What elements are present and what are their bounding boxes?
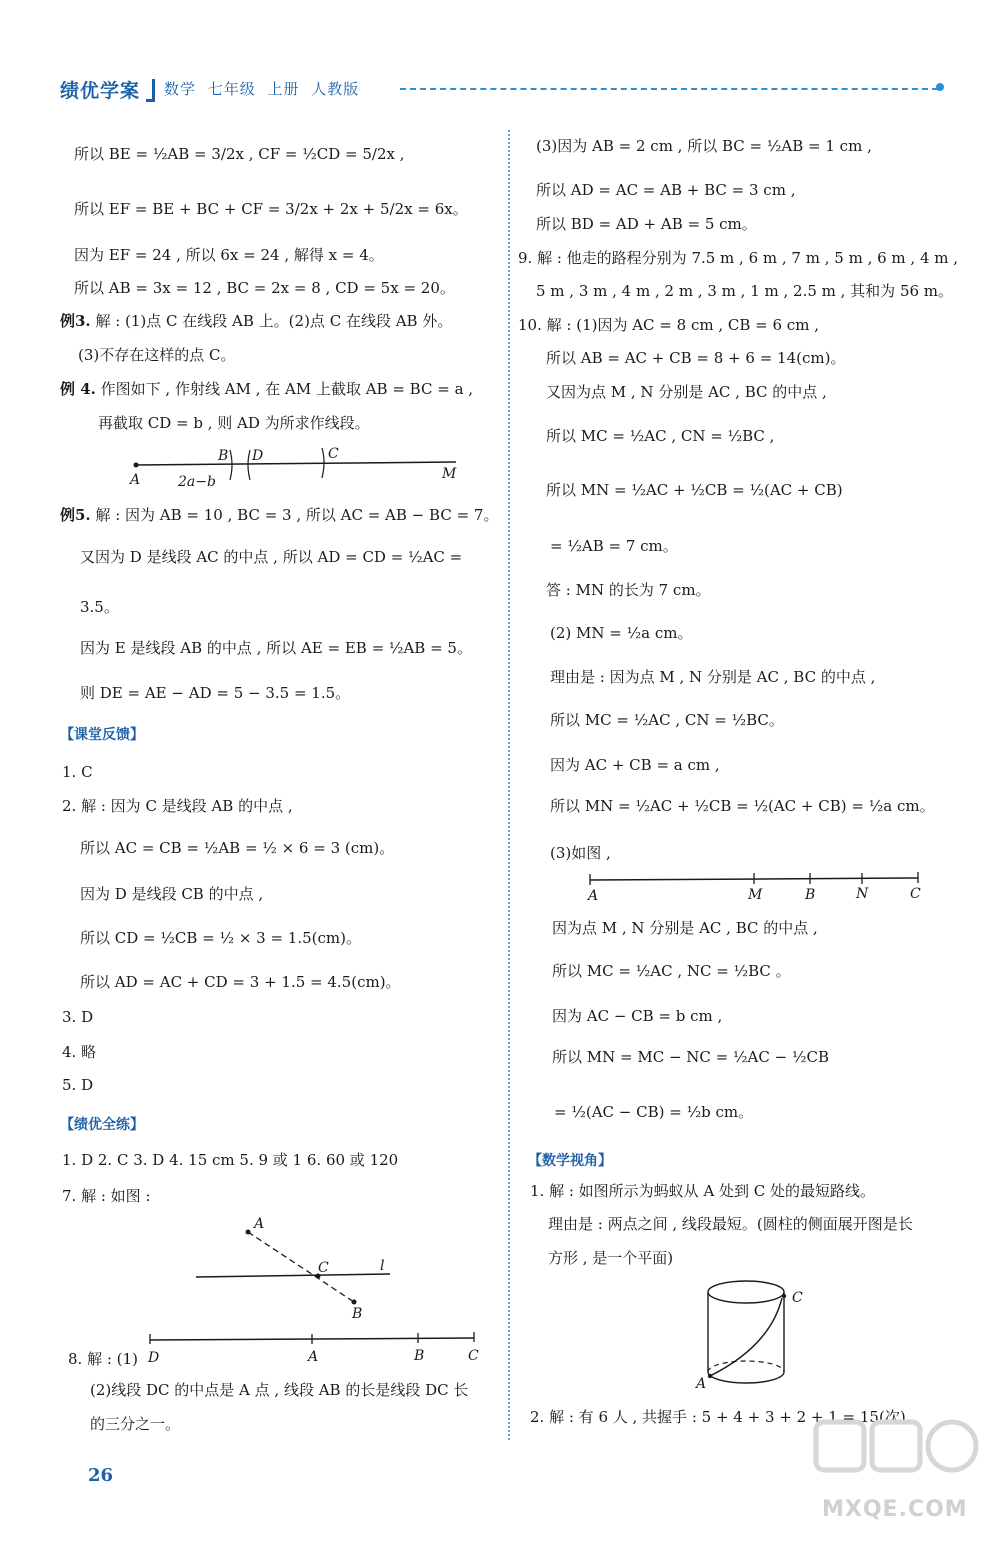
- text-line: 又因为点 M , N 分别是 AC , BC 的中点 ,: [546, 383, 827, 401]
- fig-label-2a-b: 2a−b: [178, 474, 216, 490]
- text-line: 7. 解 : 如图 :: [62, 1187, 151, 1205]
- section-practice-title: 【绩优全练】: [60, 1117, 144, 1133]
- example-3-line-1: [60, 311, 452, 331]
- fig-label-m: M: [748, 887, 763, 903]
- example-5-label: 例5.: [60, 506, 91, 524]
- text-line: (3)因为 AB = 2 cm , 所以 BC = ½AB = 1 cm ,: [536, 137, 872, 155]
- fig-label-d: D: [252, 448, 264, 464]
- fig-label-n: N: [856, 886, 869, 902]
- fig-label-b: B: [414, 1348, 425, 1364]
- text-line: (3)不存在这样的点 C。: [78, 346, 236, 364]
- text-line: 因为 AC − CB = b cm ,: [552, 1007, 723, 1025]
- text-line: 5 m , 3 m , 4 m , 2 m , 3 m , 1 m , 2.5 m , 其和为 56 m。: [536, 282, 954, 300]
- example-5-text: 解 : 因为 AB = 10 , BC = 3 , 所以 AC = AB − BC = 7。: [90, 506, 499, 524]
- fig-label-b: B: [352, 1306, 363, 1322]
- example-3-label: 例3.: [60, 312, 91, 330]
- text-line: 所以 AB = 3x = 12 , BC = 2x = 8 , CD = 5x = 20。: [74, 279, 455, 297]
- section-view-title: 【数学视角】: [528, 1153, 612, 1169]
- text-line: 2. 解 : 有 6 人 , 共握手 : 5 + 4 + 3 + 2 + 1 = 15(次)。: [530, 1408, 921, 1426]
- example-3-text: 解 : (1)点 C 在线段 AB 上。(2)点 C 在线段 AB 外。: [90, 312, 453, 330]
- text-line: 的三分之一。: [90, 1415, 181, 1433]
- fig-label-c: C: [792, 1290, 803, 1306]
- text-line: 9. 解 : 他走的路程分别为 7.5 m , 6 m , 7 m , 5 m , 6 m , 4 m ,: [518, 249, 959, 267]
- fig-label-c: C: [318, 1260, 329, 1276]
- example-5-line-1: [60, 505, 498, 525]
- example-4-figure: [126, 440, 466, 492]
- text-line: 再截取 CD = b , 则 AD 为所求作线段。: [98, 414, 370, 432]
- text-line: 1. D 2. C 3. D 4. 15 cm 5. 9 或 1 6. 60 或 120: [62, 1151, 399, 1169]
- text-line: 所以 MC = ½AC , NC = ½BC 。: [552, 962, 791, 980]
- fig-label-a: A: [588, 888, 599, 904]
- text-line: (3)如图 ,: [550, 844, 611, 862]
- text-line: 10. 解 : (1)因为 AC = 8 cm , CB = 6 cm ,: [518, 316, 819, 334]
- text-line: 理由是 : 因为点 M , N 分别是 AC , BC 的中点 ,: [550, 668, 876, 686]
- text-line: 理由是 : 两点之间 , 线段最短。(圆柱的侧面展开图是长: [548, 1215, 913, 1233]
- brand-title: 绩优学案: [60, 80, 141, 102]
- fig-label-m: M: [442, 466, 457, 482]
- fig-label-a: A: [308, 1349, 319, 1365]
- section-feedback-title: 【课堂反馈】: [60, 727, 144, 743]
- page-number: 26: [88, 1465, 114, 1486]
- fig-label-d: D: [148, 1350, 160, 1366]
- text-line: (2)线段 DC 的中点是 A 点 , 线段 AB 的长是线段 DC 长: [90, 1381, 469, 1399]
- fig-label-a: A: [696, 1376, 707, 1392]
- header-dot: [936, 83, 944, 91]
- text-line: = ½(AC − CB) = ½b cm。: [554, 1103, 754, 1121]
- column-divider: [508, 130, 510, 1440]
- text-line: 所以 MC = ½AC , CN = ½BC ,: [546, 427, 775, 445]
- fig-label-c: C: [910, 886, 921, 902]
- text-line: 所以 MN = ½AC + ½CB = ½(AC + CB): [546, 481, 843, 499]
- text-line: 2. 解 : 因为 C 是线段 AB 的中点 ,: [62, 797, 293, 815]
- text-line: 因为 AC + CB = a cm ,: [550, 756, 720, 774]
- text-line: 3. D: [62, 1008, 94, 1026]
- text-line: 所以 AD = AC = AB + BC = 3 cm ,: [536, 181, 796, 199]
- fig-label-c: C: [328, 446, 339, 462]
- text-line: 5. D: [62, 1076, 94, 1094]
- text-line: 则 DE = AE − AD = 5 − 3.5 = 1.5。: [80, 684, 351, 702]
- text-line: 1. 解 : 如图所示为蚂蚁从 A 处到 C 处的最短路线。: [530, 1182, 876, 1200]
- fig-label-a: A: [130, 472, 141, 488]
- page-header: [60, 76, 950, 110]
- text-line: 所以 CD = ½CB = ½ × 3 = 1.5(cm)。: [80, 929, 361, 947]
- subject-line: 数学 七年级 上册 人教版: [164, 80, 360, 98]
- fig-label-b: B: [218, 448, 229, 464]
- fig-label-a: A: [254, 1216, 265, 1232]
- header-dashed-rule: [400, 88, 938, 90]
- text-line: 8. 解 : (1): [68, 1350, 138, 1368]
- watermark-text: MXQE.COM: [822, 1497, 968, 1522]
- question-10-figure: [580, 866, 930, 906]
- text-line: 方形 , 是一个平面): [548, 1249, 674, 1267]
- cylinder-figure: [690, 1276, 820, 1396]
- text-line: = ½AB = 7 cm。: [550, 537, 678, 555]
- text-line: (2) MN = ½a cm。: [550, 624, 693, 642]
- fig-label-c: C: [468, 1348, 479, 1364]
- text-line: 所以 AD = AC + CD = 3 + 1.5 = 4.5(cm)。: [80, 973, 401, 991]
- text-line: 所以 BE = ½AB = 3/2x , CF = ½CD = 5/2x ,: [74, 145, 405, 163]
- text-line: 所以 MN = ½AC + ½CB = ½(AC + CB) = ½a cm。: [550, 797, 935, 815]
- example-4-label: 例 4.: [60, 380, 96, 398]
- text-line: 又因为 D 是线段 AC 的中点 , 所以 AD = CD = ½AC =: [80, 548, 463, 566]
- text-line: 所以 AB = AC + CB = 8 + 6 = 14(cm)。: [546, 349, 846, 367]
- text-line: 因为 E 是线段 AB 的中点 , 所以 AE = EB = ½AB = 5。: [80, 639, 472, 657]
- brand-bracket: [146, 79, 155, 102]
- text-line: 1. C: [62, 763, 93, 781]
- text-line: 答 : MN 的长为 7 cm。: [546, 581, 711, 599]
- text-line: 所以 BD = AD + AB = 5 cm。: [536, 215, 757, 233]
- text-line: 因为 D 是线段 CB 的中点 ,: [80, 885, 264, 903]
- fig-label-b: B: [805, 887, 816, 903]
- practice-8-figure: [140, 1328, 480, 1368]
- text-line: 所以 MC = ½AC , CN = ½BC。: [550, 711, 784, 729]
- example-4-text: 作图如下 , 作射线 AM , 在 AM 上截取 AB = BC = a ,: [95, 380, 474, 398]
- example-4-line-1: [60, 379, 473, 399]
- text-line: 所以 MN = MC − NC = ½AC − ½CB: [552, 1048, 829, 1066]
- practice-7-figure: [186, 1210, 406, 1322]
- text-line: 因为点 M , N 分别是 AC , BC 的中点 ,: [552, 919, 818, 937]
- fig-label-l: l: [380, 1258, 385, 1274]
- text-line: 3.5。: [80, 598, 119, 616]
- text-line: 所以 EF = BE + BC + CF = 3/2x + 2x + 5/2x = 6x。: [74, 200, 468, 218]
- text-line: 所以 AC = CB = ½AB = ½ × 6 = 3 (cm)。: [80, 839, 395, 857]
- text-line: 因为 EF = 24 , 所以 6x = 24 , 解得 x = 4。: [74, 246, 384, 264]
- text-line: 4. 略: [62, 1043, 97, 1061]
